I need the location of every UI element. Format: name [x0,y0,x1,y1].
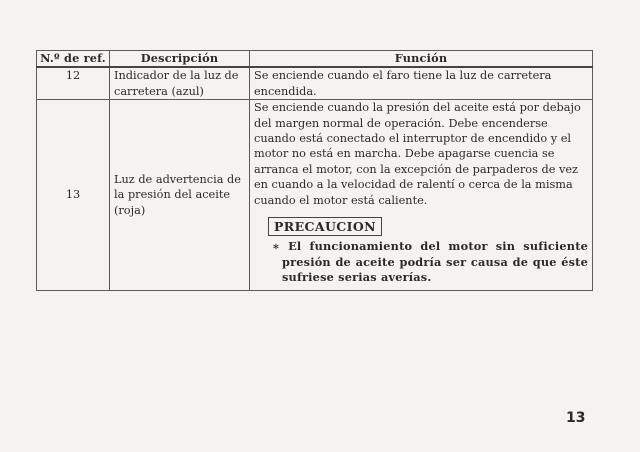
header-description: Descripción [110,51,250,68]
reference-table [36,50,593,291]
row-ref-number: 13 [37,100,110,291]
caution-text: ∗ El funcionamiento del motor sin suficiente presión de aceite podría ser causa de que éste sufriese serias averías. [272,239,588,285]
header-function: Función [250,51,593,68]
row-description: Luz de advertencia de la presión del aceite (roja) [110,100,250,291]
caution-label: PRECAUCION [268,217,382,236]
row-function-cell [250,100,593,291]
row-function: Se enciende cuando el faro tiene la luz de carretera encendida. [250,67,593,99]
page-number: 13 [566,410,586,426]
table-row [37,100,593,291]
row-description: Indicador de la luz de carretera (azul) [110,67,250,99]
table-row [37,67,593,99]
row-function: Se enciende cuando la presión del aceite está por debajo del margen normal de operación. Debe encenderse cuando está conectado el interruptor de encendido y el motor no está en marcha. Debe apagarse cuencia se arranca el motor, con la excepción de parpaderos de vez en cuando a la velocidad de ralentí o cerca de la misma cuando el motor está caliente. [254,101,581,207]
header-ref-number: N.º de ref. [37,51,110,68]
row-ref-number: 12 [37,67,110,99]
table-header-row [37,51,593,68]
